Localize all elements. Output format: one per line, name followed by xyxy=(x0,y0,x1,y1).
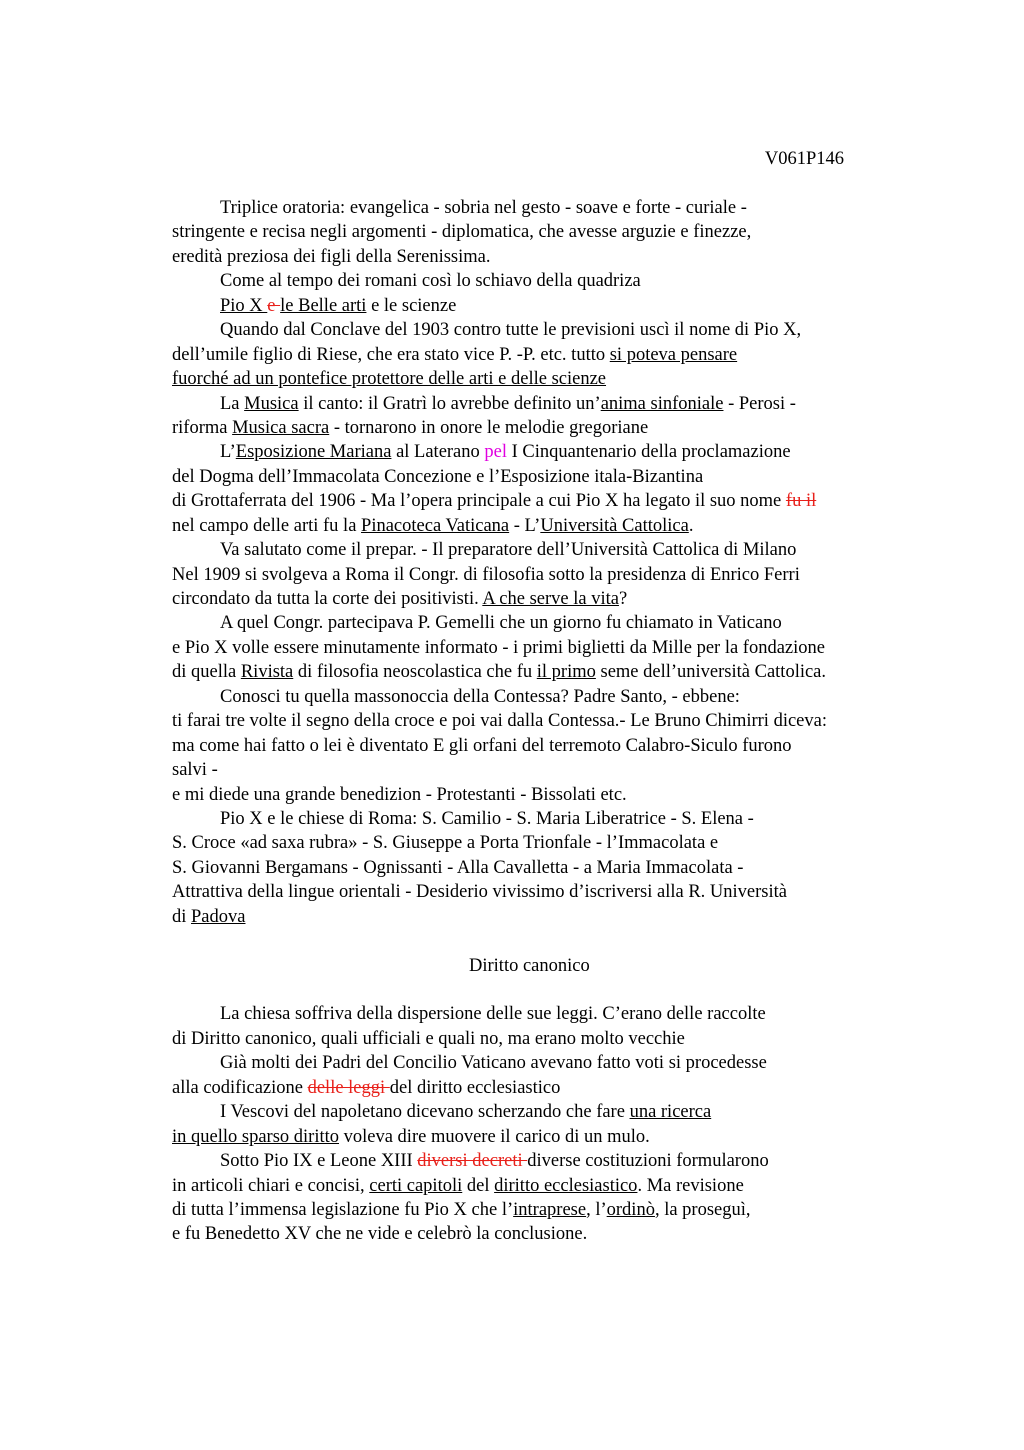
text-run: Quando dal Conclave del 1903 contro tutte le previsioni uscì il nome di Pio X, xyxy=(220,320,802,341)
text-run: in articoli chiari e concisi, xyxy=(172,1175,370,1196)
page-id: V061P146 xyxy=(764,149,844,169)
text-line xyxy=(172,1100,932,1124)
text-line xyxy=(172,1076,932,1100)
underlined-text: Musica xyxy=(244,393,299,414)
text-run: I Vescovi del napoletano dicevano scherzando che fare xyxy=(220,1102,630,1123)
text-run: - L’ xyxy=(509,515,541,536)
underlined-text: Musica sacra xyxy=(232,417,330,438)
text-block-1 xyxy=(172,196,932,929)
text-run: , la proseguì, xyxy=(654,1199,751,1220)
text-line xyxy=(172,905,932,929)
text-line xyxy=(172,440,932,464)
text-run: Sotto Pio IX e Leone XIII xyxy=(220,1151,418,1172)
underlined-text: certi capitoli xyxy=(369,1175,463,1196)
text-line xyxy=(172,758,932,782)
text-run: - Perosi - xyxy=(723,393,796,414)
text-run: e le scienze xyxy=(366,295,457,316)
text-run: ? xyxy=(618,589,628,609)
inserted-text: pel xyxy=(484,442,508,463)
text-line xyxy=(172,1125,932,1149)
deleted-text: delle leggi xyxy=(307,1077,390,1098)
text-run: di quella xyxy=(172,662,241,683)
text-line xyxy=(172,465,932,489)
underlined-text: una ricerca xyxy=(629,1102,712,1123)
text-run: stringente e recisa negli argomenti - diplomatica, che avesse arguzie e finezze, xyxy=(172,222,752,243)
text-run: del diritto ecclesiastico xyxy=(389,1077,561,1098)
text-run: e fu Benedetto XV che ne vide e celebrò la conclusione. xyxy=(172,1224,588,1245)
underlined-text: A che serve la vita xyxy=(482,589,619,609)
text-run: La xyxy=(220,393,245,414)
text-run: nel campo delle arti fu la xyxy=(172,515,362,536)
text-run: Pio X e le chiese di Roma: S. Camilio - S. Maria Liberatrice - S. Elena - xyxy=(220,808,754,829)
text-line xyxy=(172,269,932,293)
deleted-text: e xyxy=(267,295,281,316)
text-line xyxy=(172,489,932,513)
text-run: salvi - xyxy=(172,760,218,781)
text-run: alla codificazione xyxy=(172,1077,308,1098)
text-run: ma come hai fatto o lei è diventato E gli orfani del terremoto Calabro-Siculo furono xyxy=(172,735,792,756)
text-line xyxy=(172,880,932,904)
underlined-text: fuorché ad un pontefice protettore delle arti e delle scienze xyxy=(172,369,607,390)
text-run: voleva dire muovere il carico di un mulo. xyxy=(339,1126,650,1147)
text-run: Nel 1909 si svolgeva a Roma il Congr. di filosofia sotto la presidenza di Enrico Ferri xyxy=(172,564,800,585)
text-run: A quel Congr. partecipava P. Gemelli che un giorno fu chiamato in Vaticano xyxy=(220,613,782,634)
text-run: Come al tempo dei romani così lo schiavo della quadriza xyxy=(220,271,641,292)
text-line xyxy=(172,856,932,880)
text-line xyxy=(172,1027,932,1051)
text-run: e Pio X volle essere minutamente informato - i primi biglietti da Mille per la fondazione xyxy=(172,637,825,658)
text-run: eredità preziosa dei figli della Serenissima. xyxy=(172,246,491,267)
underlined-text: intraprese xyxy=(513,1199,587,1220)
text-line xyxy=(172,538,932,562)
text-run: di filosofia neoscolastica che fu xyxy=(293,662,537,683)
deleted-text: diversi decreti xyxy=(417,1151,528,1172)
text-run: La chiesa soffriva della dispersione delle sue leggi. C’erano delle raccolte xyxy=(220,1004,766,1025)
text-run: Già molti dei Padri del Concilio Vaticano avevano fatto voti si procedesse xyxy=(220,1053,767,1074)
text-run: riforma xyxy=(172,417,233,438)
text-line xyxy=(172,1174,932,1198)
underlined-text: le Belle arti xyxy=(280,295,367,316)
text-line xyxy=(172,563,932,587)
deleted-text: fu il xyxy=(785,491,817,512)
underlined-text: Università Cattolica xyxy=(540,515,689,536)
underlined-text: si poteva pensare xyxy=(609,344,738,365)
text-run: del Dogma dell’Immacolata Concezione e l’Esposizione itala-Bizantina xyxy=(172,466,704,487)
text-line xyxy=(172,1002,932,1026)
text-line xyxy=(172,831,932,855)
text-run: ti farai tre volte il segno della croce e poi vai dalla Contessa.- Le Bruno Chimirri diceva: xyxy=(172,711,827,732)
text-run: circondato da tutta la corte dei positivisti. xyxy=(172,589,483,609)
text-line xyxy=(172,343,932,367)
text-line xyxy=(172,611,932,635)
text-run: seme dell’università Cattolica. xyxy=(595,662,827,683)
text-run: Triplice oratoria: evangelica - sobria nel gesto - soave e forte - curiale - xyxy=(220,198,747,218)
text-run: del xyxy=(462,1175,495,1196)
text-line xyxy=(172,514,932,538)
section-title: Diritto canonico xyxy=(469,955,590,976)
text-run: di Grottaferrata del 1906 - Ma l’opera principale a cui Pio X ha legato il suo nome xyxy=(172,491,786,512)
text-run: S. Croce «ad saxa rubra» - S. Giuseppe a Porta Trionfale - l’Immacolata e xyxy=(172,833,719,854)
text-run: Va salutato come il prepar. - Il preparatore dell’Università Cattolica di Milano xyxy=(220,540,797,561)
text-line xyxy=(172,318,932,342)
text-line xyxy=(172,220,932,244)
text-line xyxy=(172,294,932,318)
underlined-text: Padova xyxy=(191,906,246,927)
text-line xyxy=(172,660,932,684)
text-line xyxy=(172,196,932,220)
text-line xyxy=(172,636,932,660)
text-run: - tornarono in onore le melodie gregoriane xyxy=(329,417,649,438)
text-line xyxy=(172,245,932,269)
text-run: . xyxy=(688,515,694,536)
text-line xyxy=(172,1198,932,1222)
underlined-text: in quello sparso diritto xyxy=(172,1126,339,1147)
text-run: dell’umile figlio di Riese, che era stato vice P. -P. etc. tutto xyxy=(172,344,610,365)
text-block-2 xyxy=(172,1002,932,1246)
text-run: di tutta l’immensa legislazione fu Pio X che l’ xyxy=(172,1199,514,1220)
text-line xyxy=(172,807,932,831)
underlined-text: il primo xyxy=(536,662,596,683)
text-line xyxy=(172,1222,932,1246)
underlined-text: ordinò xyxy=(606,1199,655,1220)
text-run: , l’ xyxy=(586,1199,607,1220)
text-run: e mi diede una grande benedizion - Protestanti - Bissolati etc. xyxy=(172,784,627,805)
underlined-text: diritto ecclesiastico xyxy=(494,1175,638,1196)
text-run: I Cinquantenario della proclamazione xyxy=(507,442,791,463)
text-line xyxy=(172,587,932,611)
underlined-text: anima sinfoniale xyxy=(600,393,724,414)
text-run: S. Giovanni Bergamans - Ognissanti - Alla Cavalletta - a Maria Immacolata - xyxy=(172,857,744,878)
text-run: diverse costituzioni formularono xyxy=(527,1151,769,1172)
text-run: Attrattiva della lingue orientali - Desiderio vivissimo d’iscriversi alla R. Università xyxy=(172,882,787,903)
underlined-text: Pio X xyxy=(220,295,268,316)
text-line xyxy=(172,734,932,758)
text-line xyxy=(172,392,932,416)
underlined-text: Pinacoteca Vaticana xyxy=(361,515,510,536)
text-run: di Diritto canonico, quali ufficiali e quali no, ma erano molto vecchie xyxy=(172,1028,685,1049)
text-run: Conosci tu quella massonoccia della Contessa? Padre Santo, - ebbene: xyxy=(220,686,740,707)
text-line xyxy=(172,367,932,391)
text-line xyxy=(172,709,932,733)
text-line xyxy=(172,1149,932,1173)
underlined-text: Rivista xyxy=(240,662,294,683)
text-run: il canto: il Gratrì lo avrebbe definito un’ xyxy=(298,393,601,414)
underlined-text: Esposizione Mariana xyxy=(235,442,392,463)
spacer xyxy=(172,978,932,1002)
text-run: L’ xyxy=(220,442,236,463)
text-line xyxy=(172,1051,932,1075)
text-run: . Ma revisione xyxy=(637,1175,744,1196)
text-run: al Laterano xyxy=(391,442,485,463)
text-line xyxy=(172,416,932,440)
spacer xyxy=(172,929,932,953)
document-body xyxy=(172,196,932,1247)
text-run: di xyxy=(172,906,192,927)
text-line xyxy=(172,685,932,709)
text-line xyxy=(172,783,932,807)
